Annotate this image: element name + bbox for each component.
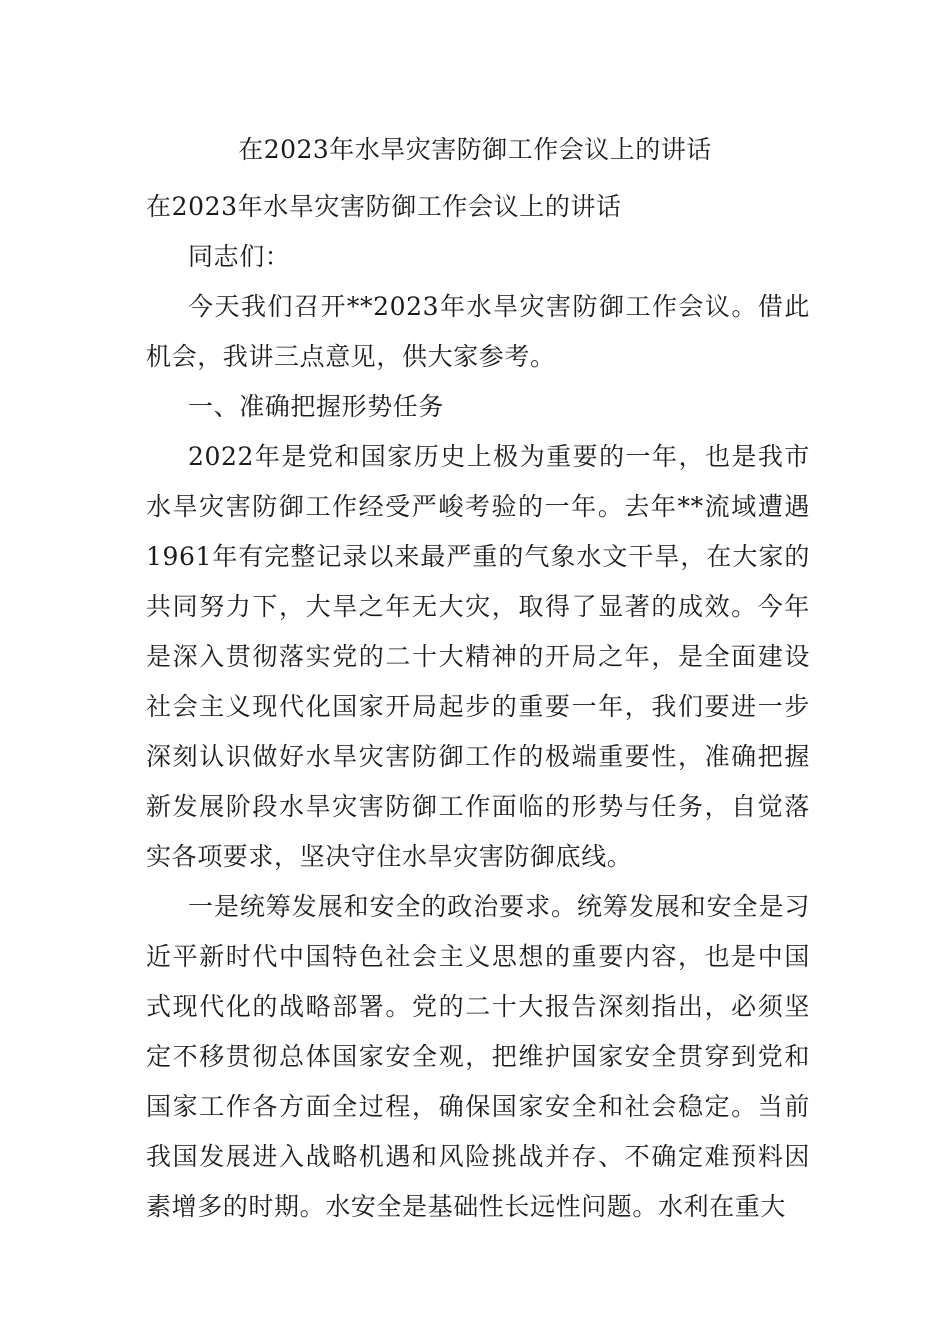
document-body — [146, 182, 810, 1232]
document-subtitle: 在2023年水旱灾害防御工作会议上的讲话 — [146, 192, 622, 221]
document-title: 在2023年水旱灾害防御工作会议上的讲话 — [238, 135, 712, 164]
paragraph-opening: 今天我们召开**2023年水旱灾害防御工作会议。借此机会，我讲三点意见，供大家参考。 — [146, 292, 810, 371]
paragraph-point-1: 一是统筹发展和安全的政治要求。统筹发展和安全是习近平新时代中国特色社会主义思想的重要内容，也是中国式现代化的战略部署。党的二十大报告深刻指出，必须坚定不移贯彻总体国家安全观，把维护国家安全贯穿到党和国家工作各方面全过程，确保国家安全和社会稳定。当前我国发展进入战略机遇和风险挑战并存、不确定难预料因素增多的时期。水安全是基础性长远性问题。水利在重大 — [146, 892, 810, 1221]
section-heading-1: 一、准确把握形势任务 — [188, 392, 445, 421]
paragraph-situation: 2022年是党和国家历史上极为重要的一年，也是我市水旱灾害防御工作经受严峻考验的一年。去年**流域遭遇1961年有完整记录以来最严重的气象水文干旱，在大家的共同努力下，大旱之年无大灾，取得了显著的成效。今年是深入贯彻落实党的二十大精神的开局之年，是全面建设社会主义现代化国家开局起步的重要一年，我们要进一步深刻认识做好水旱灾害防御工作的极端重要性，准确把握新发展阶段水旱灾害防御工作面临的形势与任务，自觉落实各项要求，坚决守住水旱灾害防御底线。 — [146, 442, 810, 871]
salutation: 同志们： — [188, 242, 291, 271]
